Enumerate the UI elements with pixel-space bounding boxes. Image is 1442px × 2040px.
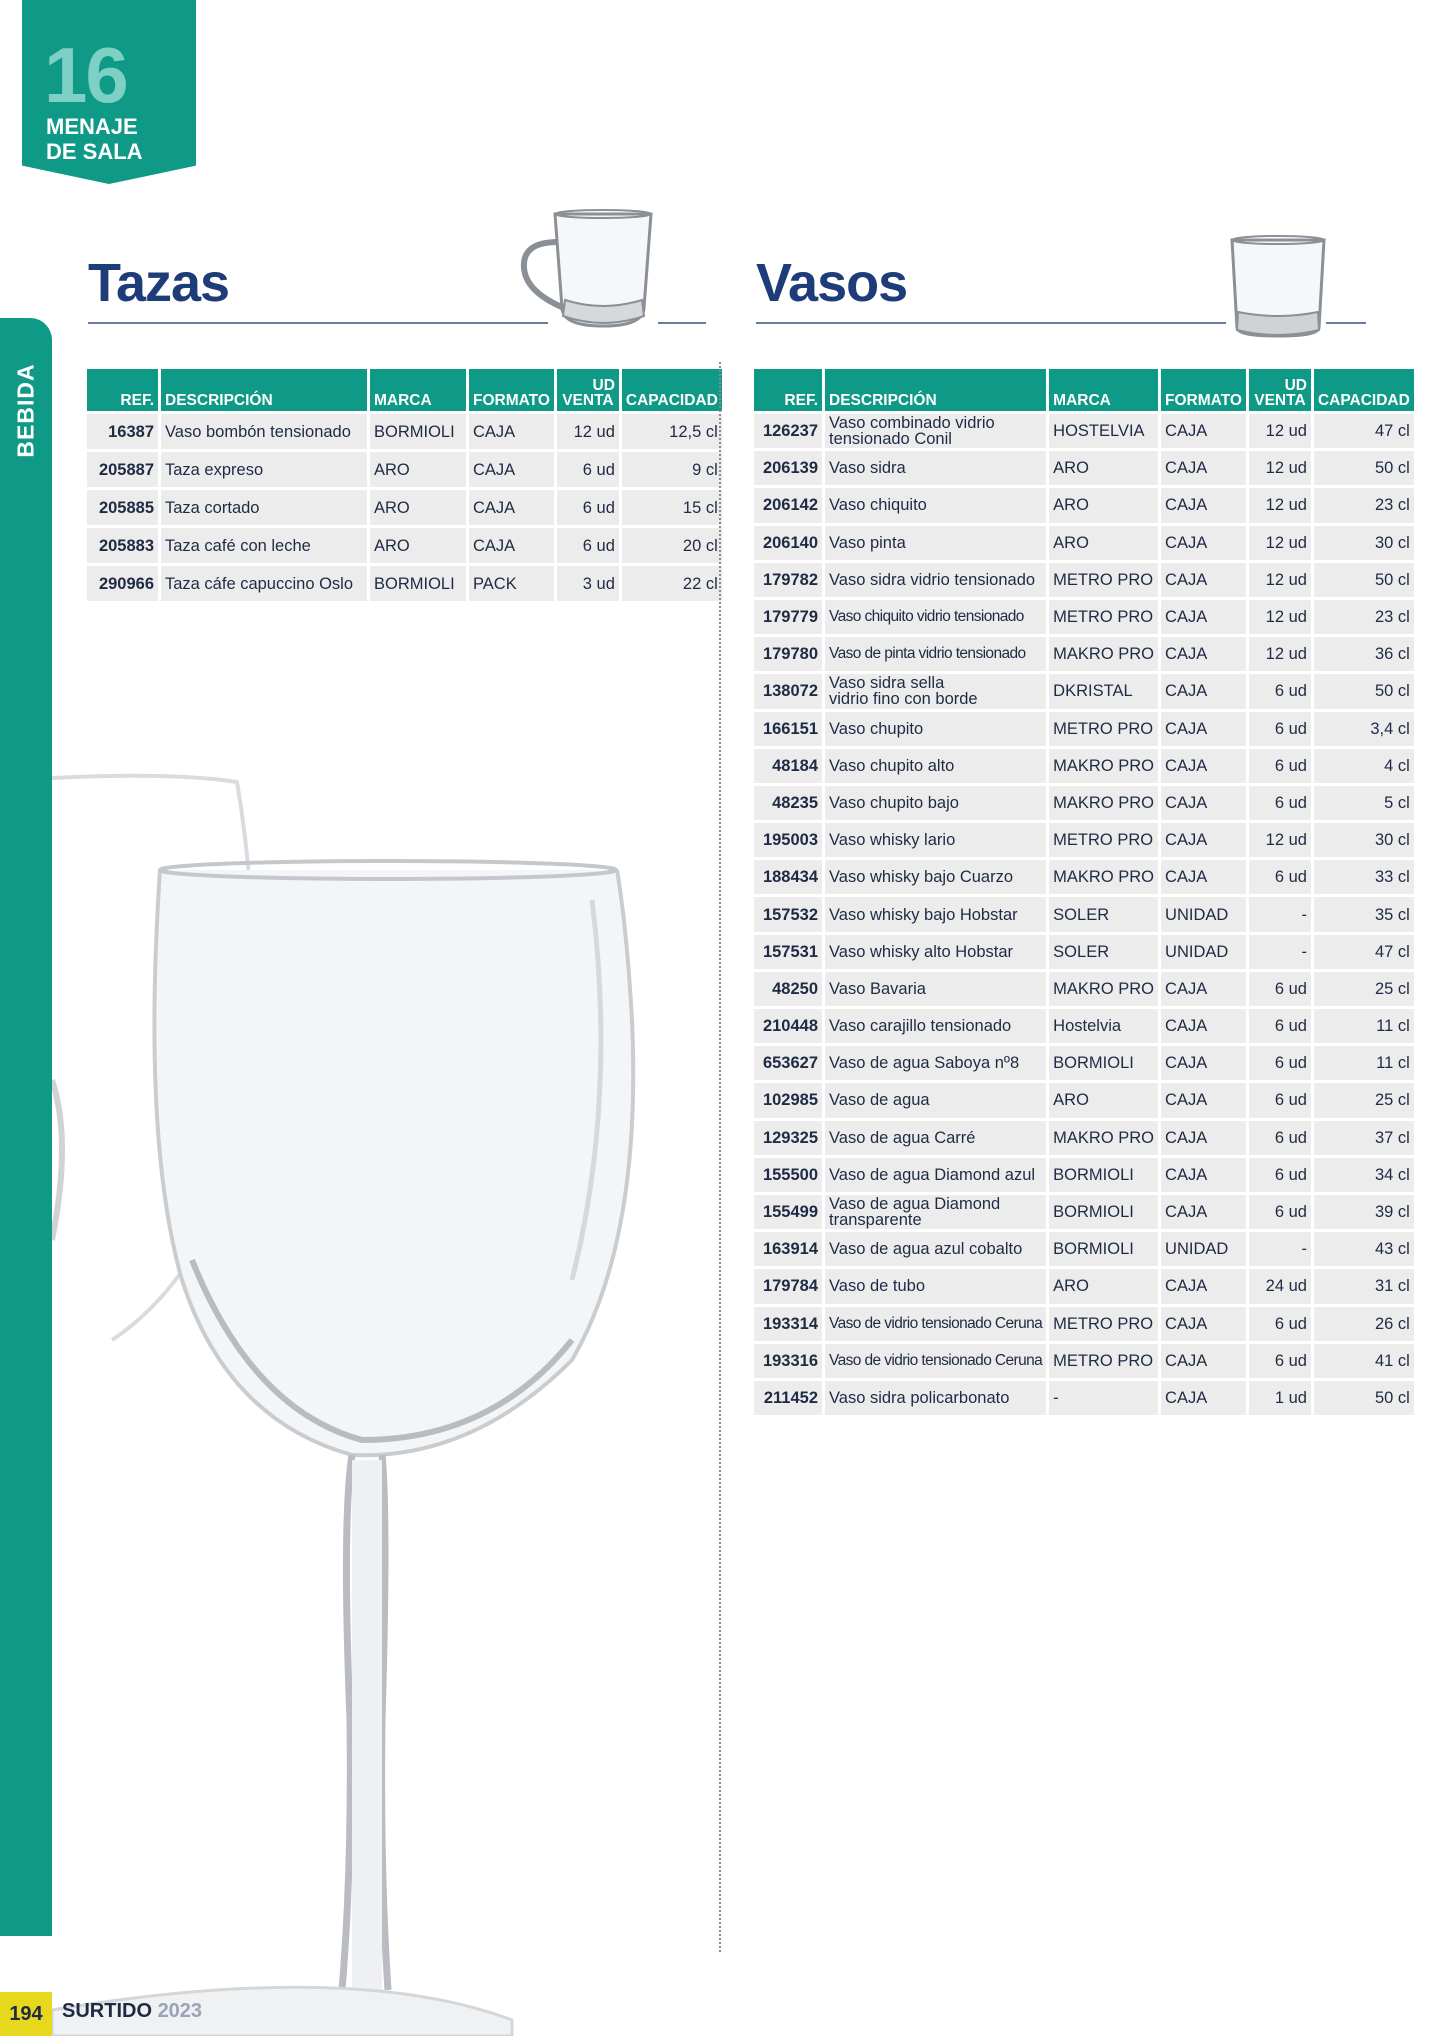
description-cell: Vaso whisky bajo Hobstar: [825, 897, 1046, 931]
format-cell: CAJA: [469, 414, 554, 449]
table-row: [754, 1046, 1414, 1080]
format-cell: CAJA: [1161, 1158, 1246, 1192]
vasos-table: [751, 366, 1417, 1418]
brand-cell: SOLER: [1049, 897, 1158, 931]
sale-units-cell: 12 ud: [1249, 526, 1311, 560]
table-row: [754, 1344, 1414, 1378]
format-cell: CAJA: [1161, 414, 1246, 448]
col-formato: FORMATO: [469, 369, 554, 411]
ref-cell: 157532: [754, 897, 822, 931]
format-cell: CAJA: [1161, 637, 1246, 671]
table-row: [754, 1083, 1414, 1117]
capacity-cell: 9 cl: [622, 452, 722, 487]
table-row: [754, 1158, 1414, 1192]
capacity-cell: 34 cl: [1314, 1158, 1414, 1192]
sale-units-cell: 6 ud: [1249, 1344, 1311, 1378]
section-side-label: BEBIDA: [12, 362, 39, 458]
brand-cell: ARO: [1049, 488, 1158, 522]
capacity-cell: 50 cl: [1314, 563, 1414, 597]
cup-image: [518, 208, 658, 334]
brand-cell: METRO PRO: [1049, 563, 1158, 597]
description-cell: Vaso de agua Saboya nº8: [825, 1046, 1046, 1080]
description-cell: Taza expreso: [161, 452, 367, 487]
sale-units-cell: 6 ud: [1249, 1307, 1311, 1341]
description-cell: Vaso sidra vidrio tensionado: [825, 563, 1046, 597]
sale-units-cell: 1 ud: [1249, 1381, 1311, 1415]
chapter-number: 16: [44, 31, 127, 119]
ref-cell: 166151: [754, 712, 822, 746]
description-cell: Vaso chupito bajo: [825, 786, 1046, 820]
sale-units-cell: 6 ud: [1249, 1009, 1311, 1043]
ref-cell: 126237: [754, 414, 822, 448]
sale-units-cell: 6 ud: [557, 490, 619, 525]
ref-cell: 16387: [87, 414, 158, 449]
ref-cell: 155499: [754, 1195, 822, 1229]
table-row: [754, 414, 1414, 448]
sale-units-cell: 12 ud: [1249, 451, 1311, 485]
ref-cell: 193316: [754, 1344, 822, 1378]
table-row: [754, 823, 1414, 857]
format-cell: CAJA: [1161, 1083, 1246, 1117]
table-row: [754, 1307, 1414, 1341]
description-cell: Vaso de agua Diamond transparente: [825, 1195, 1046, 1229]
ref-cell: 102985: [754, 1083, 822, 1117]
table-row: [754, 935, 1414, 969]
ref-cell: 195003: [754, 823, 822, 857]
tumbler-image: [1228, 234, 1328, 338]
brand-cell: DKRISTAL: [1049, 674, 1158, 708]
ref-cell: 206140: [754, 526, 822, 560]
sale-units-cell: 6 ud: [1249, 1121, 1311, 1155]
brand-cell: METRO PRO: [1049, 600, 1158, 634]
description-cell: Vaso de agua: [825, 1083, 1046, 1117]
ref-cell: 155500: [754, 1158, 822, 1192]
description-cell: Vaso whisky bajo Cuarzo: [825, 860, 1046, 894]
table-row: [754, 488, 1414, 522]
description-cell: Vaso de pinta vidrio tensionado: [825, 637, 1046, 671]
vasos-rule: [756, 322, 1226, 324]
description-cell: Vaso chiquito: [825, 488, 1046, 522]
capacity-cell: 15 cl: [622, 490, 722, 525]
description-cell: Taza cortado: [161, 490, 367, 525]
capacity-cell: 23 cl: [1314, 488, 1414, 522]
description-cell: Vaso combinado vidrio tensionado Conil: [825, 414, 1046, 448]
format-cell: UNIDAD: [1161, 1232, 1246, 1266]
sale-units-cell: 6 ud: [1249, 860, 1311, 894]
table-row: [754, 712, 1414, 746]
table-row: [754, 1195, 1414, 1229]
brand-cell: -: [1049, 1381, 1158, 1415]
format-cell: CAJA: [1161, 488, 1246, 522]
capacity-cell: 30 cl: [1314, 526, 1414, 560]
format-cell: CAJA: [1161, 823, 1246, 857]
sale-units-cell: -: [1249, 897, 1311, 931]
brand-cell: ARO: [370, 528, 466, 563]
brand-cell: MAKRO PRO: [1049, 1121, 1158, 1155]
col-capacidad: CAPACIDAD: [1314, 369, 1414, 411]
table-row: [754, 674, 1414, 708]
brand-cell: Hostelvia: [1049, 1009, 1158, 1043]
brand-cell: BORMIOLI: [1049, 1046, 1158, 1080]
table-row: [754, 1269, 1414, 1303]
capacity-cell: 22 cl: [622, 566, 722, 601]
description-cell: Vaso chupito alto: [825, 749, 1046, 783]
format-cell: CAJA: [1161, 786, 1246, 820]
sale-units-cell: 6 ud: [1249, 674, 1311, 708]
format-cell: CAJA: [1161, 600, 1246, 634]
description-cell: Vaso pinta: [825, 526, 1046, 560]
ref-cell: 179782: [754, 563, 822, 597]
col-ref: REF.: [87, 369, 158, 411]
table-row: [754, 749, 1414, 783]
format-cell: CAJA: [1161, 1307, 1246, 1341]
ref-cell: 157531: [754, 935, 822, 969]
brand-cell: BORMIOLI: [370, 566, 466, 601]
table-row: [87, 490, 722, 525]
ref-cell: 210448: [754, 1009, 822, 1043]
brand-cell: ARO: [370, 490, 466, 525]
sale-units-cell: 12 ud: [1249, 600, 1311, 634]
table-row: [754, 1009, 1414, 1043]
tazas-title: Tazas: [88, 253, 230, 313]
sale-units-cell: 6 ud: [1249, 749, 1311, 783]
brand-cell: METRO PRO: [1049, 1307, 1158, 1341]
brand-cell: ARO: [1049, 526, 1158, 560]
table-row: [754, 526, 1414, 560]
description-cell: Vaso de agua Carré: [825, 1121, 1046, 1155]
table-row: [754, 860, 1414, 894]
col-marca: MARCA: [1049, 369, 1158, 411]
format-cell: CAJA: [1161, 1121, 1246, 1155]
ref-cell: 290966: [87, 566, 158, 601]
format-cell: CAJA: [1161, 860, 1246, 894]
format-cell: UNIDAD: [1161, 935, 1246, 969]
format-cell: CAJA: [1161, 972, 1246, 1006]
sale-units-cell: 6 ud: [1249, 712, 1311, 746]
capacity-cell: 47 cl: [1314, 414, 1414, 448]
sale-units-cell: 12 ud: [1249, 488, 1311, 522]
format-cell: PACK: [469, 566, 554, 601]
col-ud-venta: UD VENTA: [557, 369, 619, 411]
capacity-cell: 39 cl: [1314, 1195, 1414, 1229]
format-cell: CAJA: [1161, 1269, 1246, 1303]
description-cell: Vaso carajillo tensionado: [825, 1009, 1046, 1043]
brand-cell: METRO PRO: [1049, 712, 1158, 746]
sale-units-cell: -: [1249, 1232, 1311, 1266]
col-capacidad: CAPACIDAD: [622, 369, 722, 411]
chapter-title: MENAJE DE SALA: [46, 114, 143, 164]
brand-cell: BORMIOLI: [370, 414, 466, 449]
capacity-cell: 33 cl: [1314, 860, 1414, 894]
description-cell: Vaso de agua Diamond azul: [825, 1158, 1046, 1192]
capacity-cell: 50 cl: [1314, 674, 1414, 708]
sale-units-cell: 3 ud: [557, 566, 619, 601]
sale-units-cell: 6 ud: [557, 528, 619, 563]
ref-cell: 193314: [754, 1307, 822, 1341]
ref-cell: 179780: [754, 637, 822, 671]
column-divider: [719, 362, 721, 1952]
description-cell: Vaso de vidrio tensionado Ceruna: [825, 1307, 1046, 1341]
description-cell: Vaso de tubo: [825, 1269, 1046, 1303]
ref-cell: 48250: [754, 972, 822, 1006]
sale-units-cell: 6 ud: [1249, 1195, 1311, 1229]
capacity-cell: 50 cl: [1314, 451, 1414, 485]
capacity-cell: 26 cl: [1314, 1307, 1414, 1341]
ref-cell: 163914: [754, 1232, 822, 1266]
brand-cell: ARO: [1049, 451, 1158, 485]
capacity-cell: 4 cl: [1314, 749, 1414, 783]
ref-cell: 179779: [754, 600, 822, 634]
sale-units-cell: 6 ud: [1249, 972, 1311, 1006]
sale-units-cell: 24 ud: [1249, 1269, 1311, 1303]
brand-cell: SOLER: [1049, 935, 1158, 969]
format-cell: CAJA: [469, 490, 554, 525]
description-cell: Vaso sidra: [825, 451, 1046, 485]
brand-cell: ARO: [1049, 1269, 1158, 1303]
ref-cell: 211452: [754, 1381, 822, 1415]
sale-units-cell: 6 ud: [1249, 1083, 1311, 1117]
sale-units-cell: 12 ud: [1249, 563, 1311, 597]
ref-cell: 138072: [754, 674, 822, 708]
brand-cell: ARO: [370, 452, 466, 487]
sale-units-cell: 6 ud: [1249, 1046, 1311, 1080]
format-cell: CAJA: [1161, 1381, 1246, 1415]
table-row: [754, 1381, 1414, 1415]
format-cell: CAJA: [469, 452, 554, 487]
format-cell: CAJA: [1161, 1046, 1246, 1080]
ref-cell: 48184: [754, 749, 822, 783]
col-descripcion: DESCRIPCIÓN: [161, 369, 367, 411]
format-cell: CAJA: [1161, 451, 1246, 485]
tazas-rule-end: [658, 322, 706, 324]
capacity-cell: 31 cl: [1314, 1269, 1414, 1303]
ref-cell: 48235: [754, 786, 822, 820]
ref-cell: 206139: [754, 451, 822, 485]
description-cell: Vaso chupito: [825, 712, 1046, 746]
brand-cell: MAKRO PRO: [1049, 637, 1158, 671]
description-cell: Vaso sidra sella vidrio fino con borde: [825, 674, 1046, 708]
ref-cell: 188434: [754, 860, 822, 894]
vasos-rule-end: [1326, 322, 1366, 324]
description-cell: Vaso bombón tensionado: [161, 414, 367, 449]
capacity-cell: 47 cl: [1314, 935, 1414, 969]
col-ud-venta: UD VENTA: [1249, 369, 1311, 411]
sale-units-cell: 6 ud: [1249, 786, 1311, 820]
description-cell: Vaso chiquito vidrio tensionado: [825, 600, 1046, 634]
format-cell: CAJA: [1161, 526, 1246, 560]
ref-cell: 653627: [754, 1046, 822, 1080]
vasos-title: Vasos: [756, 253, 908, 313]
table-row: [754, 600, 1414, 634]
brand-cell: BORMIOLI: [1049, 1158, 1158, 1192]
col-ref: REF.: [754, 369, 822, 411]
table-row: [87, 566, 722, 601]
table-row: [754, 1232, 1414, 1266]
description-cell: Vaso whisky alto Hobstar: [825, 935, 1046, 969]
sale-units-cell: 12 ud: [1249, 414, 1311, 448]
format-cell: CAJA: [1161, 712, 1246, 746]
description-cell: Taza café con leche: [161, 528, 367, 563]
table-row: [754, 1121, 1414, 1155]
col-marca: MARCA: [370, 369, 466, 411]
ref-cell: 205883: [87, 528, 158, 563]
capacity-cell: 11 cl: [1314, 1046, 1414, 1080]
format-cell: CAJA: [1161, 1195, 1246, 1229]
sale-units-cell: 12 ud: [557, 414, 619, 449]
table-row: [754, 563, 1414, 597]
table-row: [754, 451, 1414, 485]
format-cell: CAJA: [1161, 749, 1246, 783]
page-number: 194: [0, 1992, 52, 2036]
table-row: [87, 452, 722, 487]
description-cell: Taza cáfe capuccino Oslo: [161, 566, 367, 601]
capacity-cell: 12,5 cl: [622, 414, 722, 449]
sale-units-cell: 6 ud: [557, 452, 619, 487]
table-row: [87, 414, 722, 449]
capacity-cell: 36 cl: [1314, 637, 1414, 671]
brand-cell: METRO PRO: [1049, 823, 1158, 857]
capacity-cell: 3,4 cl: [1314, 712, 1414, 746]
brand-cell: METRO PRO: [1049, 1344, 1158, 1378]
table-row: [754, 972, 1414, 1006]
brand-cell: MAKRO PRO: [1049, 786, 1158, 820]
format-cell: CAJA: [1161, 563, 1246, 597]
brand-cell: MAKRO PRO: [1049, 749, 1158, 783]
capacity-cell: 20 cl: [622, 528, 722, 563]
col-formato: FORMATO: [1161, 369, 1246, 411]
capacity-cell: 23 cl: [1314, 600, 1414, 634]
description-cell: Vaso sidra policarbonato: [825, 1381, 1046, 1415]
brand-cell: MAKRO PRO: [1049, 972, 1158, 1006]
ref-cell: 179784: [754, 1269, 822, 1303]
wine-glass-image: [52, 720, 712, 2036]
capacity-cell: 25 cl: [1314, 1083, 1414, 1117]
format-cell: UNIDAD: [1161, 897, 1246, 931]
brand-cell: BORMIOLI: [1049, 1195, 1158, 1229]
capacity-cell: 37 cl: [1314, 1121, 1414, 1155]
format-cell: CAJA: [1161, 674, 1246, 708]
footer-label: SURTIDO 2023: [62, 2000, 203, 2022]
ref-cell: 129325: [754, 1121, 822, 1155]
tazas-table: [84, 366, 725, 604]
brand-cell: ARO: [1049, 1083, 1158, 1117]
brand-cell: BORMIOLI: [1049, 1232, 1158, 1266]
sale-units-cell: 12 ud: [1249, 823, 1311, 857]
brand-cell: HOSTELVIA: [1049, 414, 1158, 448]
capacity-cell: 35 cl: [1314, 897, 1414, 931]
capacity-cell: 25 cl: [1314, 972, 1414, 1006]
capacity-cell: 43 cl: [1314, 1232, 1414, 1266]
table-row: [754, 897, 1414, 931]
table-row: [754, 637, 1414, 671]
ref-cell: 205885: [87, 490, 158, 525]
format-cell: CAJA: [1161, 1009, 1246, 1043]
tazas-rule: [88, 322, 548, 324]
capacity-cell: 41 cl: [1314, 1344, 1414, 1378]
table-row: [754, 786, 1414, 820]
sale-units-cell: 12 ud: [1249, 637, 1311, 671]
ref-cell: 205887: [87, 452, 158, 487]
col-descripcion: DESCRIPCIÓN: [825, 369, 1046, 411]
ref-cell: 206142: [754, 488, 822, 522]
brand-cell: MAKRO PRO: [1049, 860, 1158, 894]
description-cell: Vaso de agua azul cobalto: [825, 1232, 1046, 1266]
table-row: [87, 528, 722, 563]
sale-units-cell: -: [1249, 935, 1311, 969]
capacity-cell: 30 cl: [1314, 823, 1414, 857]
side-strip: [0, 318, 52, 1936]
format-cell: CAJA: [469, 528, 554, 563]
format-cell: CAJA: [1161, 1344, 1246, 1378]
capacity-cell: 5 cl: [1314, 786, 1414, 820]
capacity-cell: 11 cl: [1314, 1009, 1414, 1043]
description-cell: Vaso Bavaria: [825, 972, 1046, 1006]
sale-units-cell: 6 ud: [1249, 1158, 1311, 1192]
description-cell: Vaso whisky lario: [825, 823, 1046, 857]
capacity-cell: 50 cl: [1314, 1381, 1414, 1415]
description-cell: Vaso de vidrio tensionado Ceruna: [825, 1344, 1046, 1378]
